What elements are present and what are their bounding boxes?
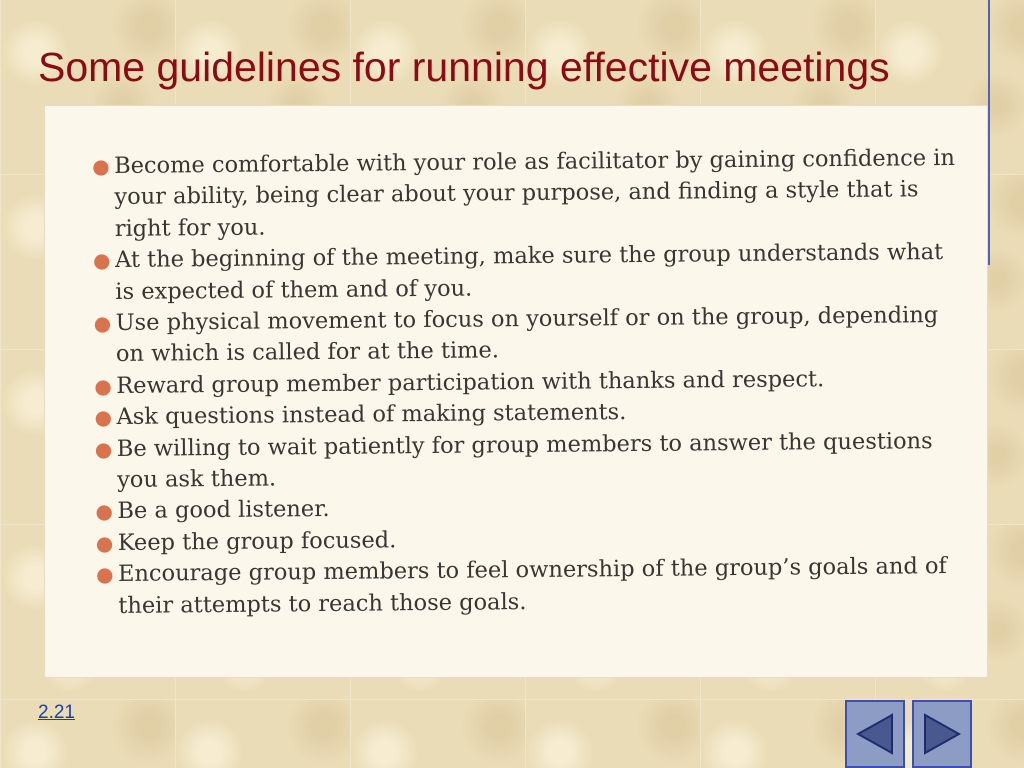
bullet-icon: ● <box>94 373 112 399</box>
bullet-icon: ● <box>92 248 111 273</box>
list-item: ● Become comfortable with your role as facilitator by gaining confidence in your ability, being clear about your purpose, and finding a style that is right for you. <box>92 144 956 242</box>
list-item: ● Encourage group members to feel ownership of the group’s goals and of their attempts to reach those goals. <box>95 553 947 619</box>
bullet-icon: ● <box>94 405 113 430</box>
list-item: ● Reward group member participation with thanks and respect. <box>116 363 966 403</box>
list-item: ● Be willing to wait patiently for group members to answer the questions you ask them. <box>94 427 933 494</box>
bullet-icon: ● <box>93 311 112 336</box>
bullet-icon: ● <box>95 562 114 587</box>
bullet-icon: ● <box>94 436 113 461</box>
guidelines-list <box>92 143 968 622</box>
previous-slide-button[interactable] <box>845 700 905 768</box>
title-divider <box>988 0 990 265</box>
list-item: ● Be a good listener. <box>117 488 967 528</box>
bullet-icon: ● <box>92 154 110 179</box>
list-item: ● At the beginning of the meeting, make sure the group understands what is expected of them and of you. <box>92 239 944 305</box>
slide-number-link[interactable]: 2.21 <box>38 702 75 723</box>
left-triangle-icon <box>852 711 898 757</box>
slide-title: Some guidelines for running effective meetings <box>38 44 890 90</box>
list-item: ● Use physical movement to focus on yourself or on the group, depending on which is called for at the time. <box>93 302 939 368</box>
bullet-icon: ● <box>95 530 114 556</box>
list-item: ● Keep the group focused. <box>118 520 968 560</box>
next-slide-button[interactable] <box>912 700 972 768</box>
guidelines-panel <box>44 105 988 678</box>
right-triangle-icon <box>919 711 965 757</box>
list-item: ● Ask questions instead of making statements. <box>116 394 966 434</box>
bullet-icon: ● <box>95 499 114 524</box>
